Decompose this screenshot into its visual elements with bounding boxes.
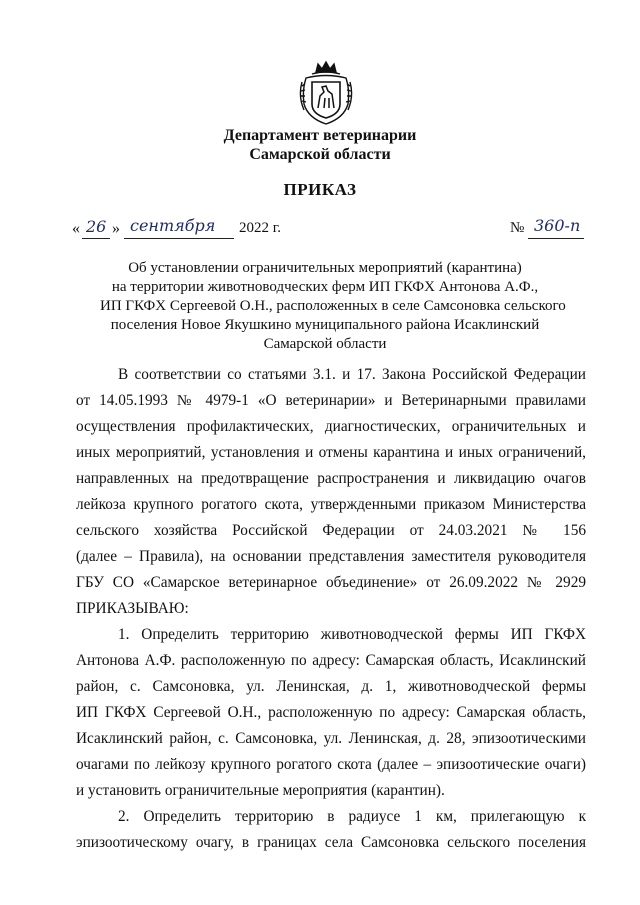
- body-line: (далее – Правила), на основании представления заместителя руководителя: [76, 548, 586, 565]
- subject-line: Самарской области: [263, 336, 387, 352]
- body-line: Исаклинский район, с. Самсоновка, ул. Ленинская, д. 28, эпизоотическими: [76, 730, 586, 747]
- subject-line: Об установлении ограничительных мероприятий (карантина): [128, 260, 522, 276]
- body-line: район, с. Самсоновка, ул. Ленинская, д. 1, животноводческой фермы: [76, 678, 586, 695]
- order-date-row: [0, 216, 640, 242]
- body-line: 1. Определить территорию животноводческой фермы ИП ГКФХ: [118, 626, 586, 643]
- department-name: Департамент ветеринарии: [223, 127, 417, 144]
- body-line: В соответствии со статьями 3.1. и 17. Закона Российской Федерации: [118, 366, 586, 383]
- body-line: лейкоза крупного рогатого скота, утвержденными приказом Министерства: [76, 496, 586, 513]
- date-quote-open: «: [72, 220, 80, 237]
- order-number: 360-п: [534, 216, 581, 235]
- body-line: сельского хозяйства Российской Федерации от 24.03.2021 № 156: [76, 522, 586, 539]
- date-day: 26: [86, 217, 107, 236]
- date-month: сентября: [130, 216, 216, 235]
- body-line: иных мероприятий, установления и отмены карантина и иных ограничений,: [76, 444, 586, 461]
- body-line: эпизоотическому очагу, в границах села Самсоновка сельского поселения: [76, 834, 586, 851]
- body-line: 2. Определить территорию в радиусе 1 км, прилегающую к: [118, 808, 586, 825]
- department-region: Самарской области: [249, 146, 391, 163]
- subject-line: на территории животноводческих ферм ИП ГКФХ Антонова А.Ф.,: [111, 279, 539, 295]
- date-year: 2022 г.: [239, 220, 281, 236]
- date-quote-close: »: [112, 220, 120, 237]
- coat-of-arms-icon: [298, 60, 354, 126]
- month-underline: [124, 238, 234, 239]
- order-number-label: №: [510, 220, 525, 236]
- number-underline: [528, 238, 584, 239]
- body-line: ПРИКАЗЫВАЮ:: [76, 600, 189, 617]
- body-line: очагами по лейкозу крупного рогатого скота (далее – эпизоотические очаги): [76, 756, 586, 773]
- body-line: осуществления профилактических, диагностических, ограничительных и: [76, 418, 586, 435]
- body-line: Антонова А.Ф. расположенную по адресу: Самарская область, Исаклинский: [76, 652, 586, 669]
- day-underline: [82, 238, 110, 239]
- body-line: направленных на предотвращение распространения и ликвидацию очагов: [76, 470, 586, 487]
- body-line: от 14.05.1993 № 4979-1 «О ветеринарии» и Ветеринарными правилами: [76, 392, 586, 409]
- body-line: ИП ГКФХ Сергеевой О.Н., расположенную по адресу: Самарская область,: [76, 704, 586, 721]
- order-body: [76, 362, 586, 856]
- subject-line: ИП ГКФХ Сергеевой О.Н., расположенных в селе Самсоновка сельского: [100, 298, 566, 314]
- body-line: и установить ограничительные мероприятия (карантин).: [76, 782, 445, 799]
- order-title: ПРИКАЗ: [283, 180, 357, 199]
- body-line: ГБУ СО «Самарское ветеринарное объединение» от 26.09.2022 № 2929: [76, 574, 586, 591]
- subject-line: поселения Новое Якушкино муниципального района Исаклинский: [110, 317, 540, 333]
- order-subject: [100, 259, 566, 354]
